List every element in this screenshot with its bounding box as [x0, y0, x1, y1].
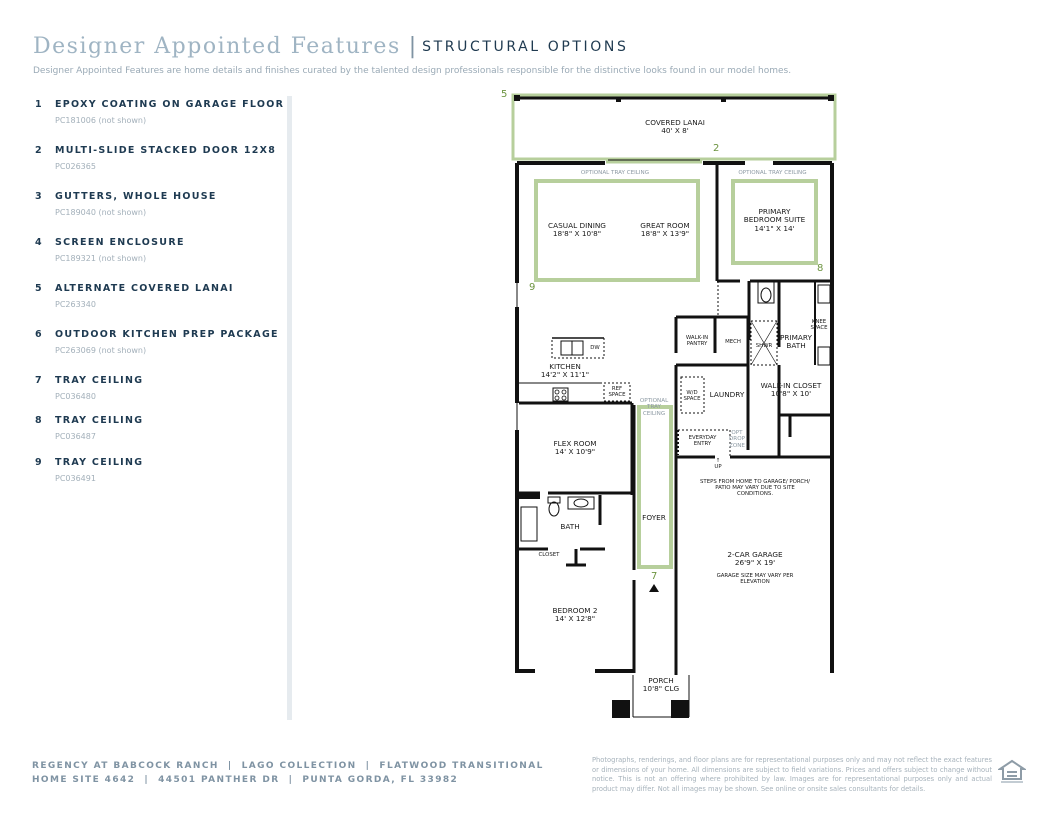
laundry-label: LAUNDRY [709, 390, 745, 399]
walk-in-closet-label: WALK-IN CLOSET 10'8" X 10' [760, 381, 822, 399]
walk-in-pantry-label: WALK-IN PANTRY [685, 335, 709, 348]
floor-plan-drawing [490, 85, 860, 730]
bath-label: BATH [560, 522, 580, 531]
option-name: TRAY CEILING [55, 415, 144, 426]
up-arrow-label: ↑ UP [708, 458, 728, 470]
marker-9: 9 [529, 282, 536, 293]
option-code: PC263069 (not shown) [55, 346, 147, 355]
kitchen-label: KITCHEN 14'2" X 11'1" [540, 362, 590, 380]
floor-plan [490, 85, 860, 730]
foyer-label: FOYER [642, 513, 666, 522]
optional-tray-ceiling-note: OPTIONAL TRAY CEILING [738, 170, 807, 176]
option-code: PC181006 (not shown) [55, 116, 147, 125]
option-number: 8 [35, 415, 43, 426]
option-item [35, 329, 279, 355]
option-name: ALTERNATE COVERED LANAI [55, 283, 234, 294]
footer-community [32, 759, 544, 787]
option-item [35, 283, 234, 309]
option-number: 7 [35, 375, 43, 386]
option-code: PC036480 [55, 392, 96, 401]
option-name: TRAY CEILING [55, 375, 144, 386]
option-code: PC036491 [55, 474, 96, 483]
option-number: 9 [35, 457, 43, 468]
option-number: 6 [35, 329, 43, 340]
option-name: EPOXY COATING ON GARAGE FLOOR [55, 99, 285, 110]
option-code: PC026365 [55, 162, 96, 171]
marker-5: 5 [501, 89, 508, 100]
footer-line-1: REGENCY AT BABCOCK RANCH | LAGO COLLECTION | FLATWOOD TRANSITIONAL [32, 761, 544, 771]
dishwasher-label: DW [590, 345, 600, 351]
covered-lanai-label: COVERED LANAI 40' X 8' [645, 118, 705, 136]
option-item [35, 375, 143, 401]
garage-note: GARAGE SIZE MAY VARY PER ELEVATION [716, 573, 794, 586]
intro-text: Designer Appointed Features are home details and finishes curated by the talented design professionals responsible for the distinctive looks found in our model homes. [33, 66, 792, 76]
bedroom-2-label: BEDROOM 2 14' X 12'8" [552, 606, 598, 624]
equal-housing-opportunity-icon [998, 759, 1026, 785]
primary-bedroom-label: PRIMARY BEDROOM SUITE 14'1" X 14' [743, 207, 806, 233]
option-number: 1 [35, 99, 43, 110]
everyday-entry-label: EVERYDAY ENTRY [688, 435, 717, 448]
option-name: MULTI-SLIDE STACKED DOOR 12X8 [55, 145, 277, 156]
opt-drop-zone-label: OPT DROP ZONE [729, 430, 745, 449]
shower-label: SHWR [755, 343, 773, 349]
garage-label: 2-CAR GARAGE 26'9" X 19' [727, 550, 783, 568]
primary-bath-label: PRIMARY BATH [780, 333, 812, 351]
optional-tray-ceiling-note-foyer: OPTIONAL TRAY CEILING [639, 398, 669, 417]
page-subtitle: STRUCTURAL OPTIONS [422, 39, 629, 55]
option-number: 3 [35, 191, 43, 202]
footer-line-2: HOME SITE 4642 | 44501 PANTHER DR | PUNTA GORDA, FL 33982 [32, 775, 459, 785]
option-number: 4 [35, 237, 43, 248]
flex-room-label: FLEX ROOM 14' X 10'9" [553, 439, 597, 457]
option-item [35, 99, 284, 125]
steps-note: STEPS FROM HOME TO GARAGE/ PORCH/ PATIO MAY VARY DUE TO SITE CONDITIONS. [700, 479, 810, 498]
option-item [35, 457, 143, 483]
great-room-label: GREAT ROOM 18'8" X 13'9" [640, 221, 690, 239]
option-name: TRAY CEILING [55, 457, 144, 468]
vertical-divider [287, 96, 292, 720]
marker-8: 8 [817, 263, 824, 274]
casual-dining-label: CASUAL DINING 18'8" X 10'8" [548, 221, 606, 239]
option-item [35, 145, 276, 171]
option-code: PC263340 [55, 300, 96, 309]
knee-space-label: KNEE SPACE [810, 319, 828, 332]
porch-label: PORCH 10'8" CLG [642, 676, 680, 694]
closet-label: CLOSET [538, 552, 560, 558]
wd-space-label: W/D SPACE [683, 390, 701, 403]
title-separator: | [408, 34, 417, 59]
mech-label: MECH [725, 339, 741, 345]
option-name: GUTTERS, WHOLE HOUSE [55, 191, 217, 202]
tray-ceiling-foyer [639, 407, 671, 567]
page-title: Designer Appointed Features [33, 34, 401, 59]
page-header [33, 34, 628, 59]
up-arrow-icon: ↑ [715, 458, 721, 464]
marker-7: 7 [651, 571, 658, 582]
option-name: SCREEN ENCLOSURE [55, 237, 185, 248]
option-number: 2 [35, 145, 43, 156]
option-code: PC189040 (not shown) [55, 208, 147, 217]
option-code: PC189321 (not shown) [55, 254, 147, 263]
option-code: PC036487 [55, 432, 96, 441]
option-name: OUTDOOR KITCHEN PREP PACKAGE [55, 329, 279, 340]
optional-tray-ceiling-note: OPTIONAL TRAY CEILING [580, 170, 650, 176]
option-item [35, 415, 143, 441]
option-item [35, 237, 185, 263]
option-item [35, 191, 217, 217]
footer-disclaimer: Photographs, renderings, and floor plans are for representational purposes only and may not reflect the exact features or dimensions of your home. All dimensions are subject to field variations. Prices and offers subject to change without notice. This is not an offering where prohibited by law. Images are for representational purposes only and actual product may differ. Not all images may be shown. See online or onsite sales consultants for details. [592, 756, 992, 793]
ref-space-label: REF SPACE [608, 386, 626, 399]
option-number: 5 [35, 283, 43, 294]
marker-2: 2 [713, 143, 720, 154]
